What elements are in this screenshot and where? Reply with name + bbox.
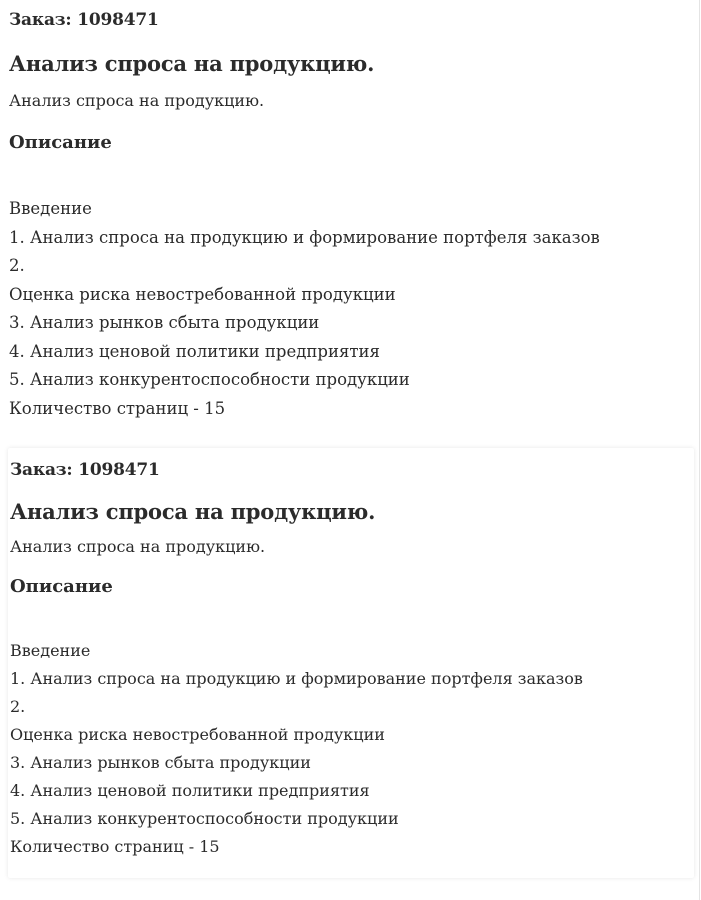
description-line: 5. Анализ конкурентоспособности продукции bbox=[9, 370, 410, 389]
description-line: 2. bbox=[10, 697, 26, 716]
description-line: Оценка риска невостребованной продукции bbox=[10, 725, 385, 744]
description-body bbox=[9, 195, 600, 423]
description-line: 3. Анализ рынков сбыта продукции bbox=[9, 313, 320, 332]
description-line: 3. Анализ рынков сбыта продукции bbox=[10, 753, 311, 772]
description-line: 4. Анализ ценовой политики предприятия bbox=[10, 781, 370, 800]
page-count: Количество страниц - 15 bbox=[10, 837, 220, 856]
description-line: 1. Анализ спроса на продукцию и формирование портфеля заказов bbox=[10, 669, 583, 688]
order-number: Заказ: 1098471 bbox=[9, 10, 159, 30]
order-title[interactable]: Анализ спроса на продукцию. bbox=[9, 51, 375, 76]
description-line: 1. Анализ спроса на продукцию и формирование портфеля заказов bbox=[9, 227, 600, 247]
order-subtitle: Анализ спроса на продукцию. bbox=[9, 91, 265, 110]
description-heading: Описание bbox=[9, 132, 112, 153]
description-line: 4. Анализ ценовой политики предприятия bbox=[9, 341, 380, 361]
description-line: Введение bbox=[10, 641, 91, 660]
page-count: Количество страниц - 15 bbox=[9, 398, 226, 418]
order-title[interactable]: Анализ спроса на продукцию. bbox=[10, 499, 376, 524]
description-line: 2. bbox=[9, 256, 25, 275]
description-body bbox=[10, 637, 583, 861]
order-subtitle: Анализ спроса на продукцию. bbox=[10, 537, 266, 556]
description-line: 5. Анализ конкурентоспособности продукции bbox=[10, 809, 399, 828]
description-line: Оценка риска невостребованной продукции bbox=[9, 284, 396, 304]
description-line: Введение bbox=[9, 199, 92, 218]
description-heading: Описание bbox=[10, 576, 113, 597]
order-number: Заказ: 1098471 bbox=[10, 460, 160, 480]
